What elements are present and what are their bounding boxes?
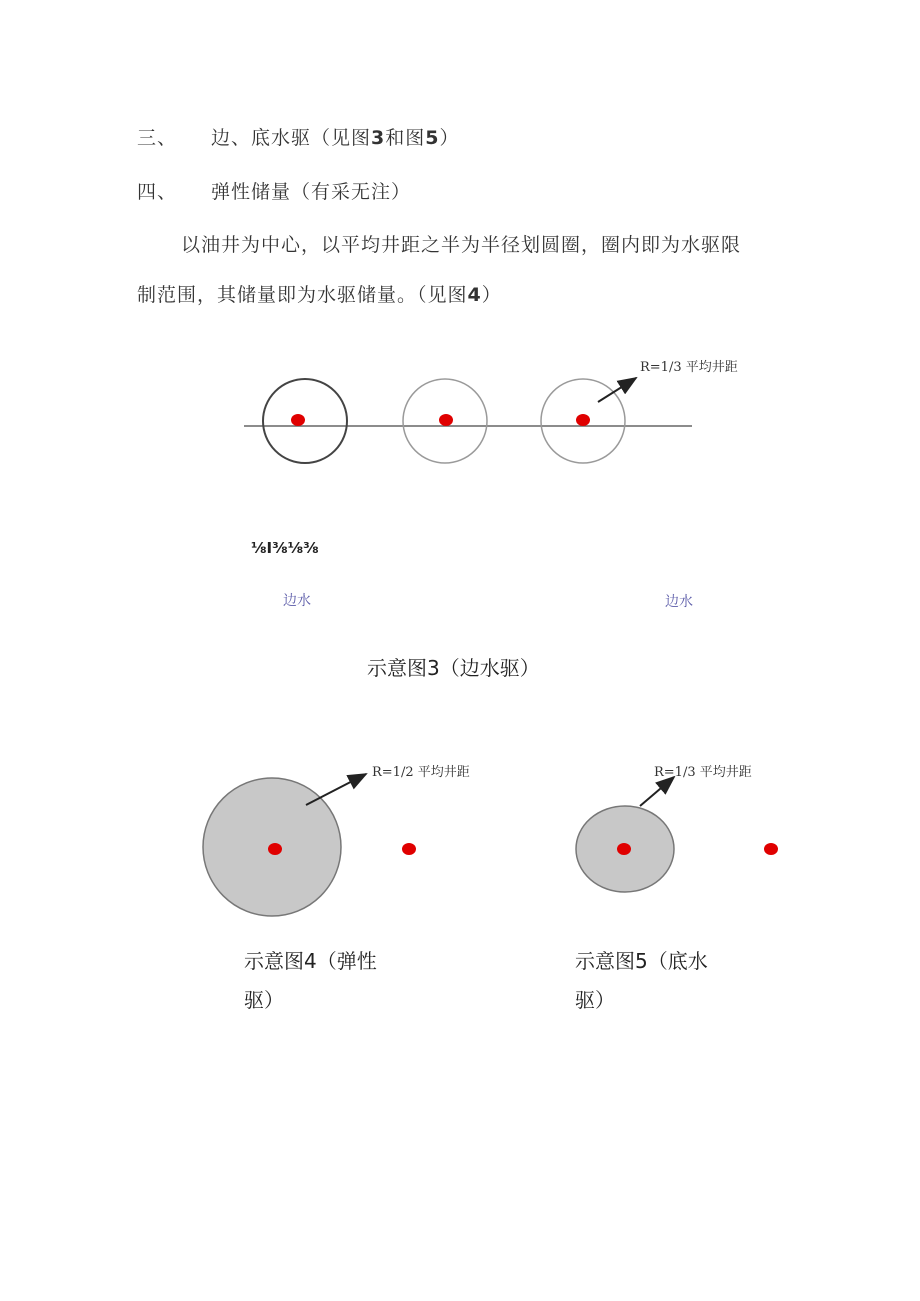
figure5-well-dot-1 [617,843,631,855]
figure4-diagram [203,764,470,916]
paragraph-line-1: 以油井为中心，以平均井距之半为半径划圆圈，圈内即为水驱限 [181,234,742,256]
figure3-diagram [244,359,738,463]
figure3-radius-arrow [598,378,636,402]
figure3-caption: 示意图3（边水驱） [367,656,540,680]
figure3-label-left: 边水 [283,593,311,609]
section-three-text-c: ） [439,127,460,149]
figure5-well-dot-2 [764,843,778,855]
paragraph-line-2-fig: 4 [467,284,482,306]
figure4-caption-line-1: 示意图4（弹性 [244,949,377,973]
paragraph-line-2-end: ） [481,284,502,306]
figure5-annotation: R=1/3 平均井距 [654,765,752,780]
figure4-annotation: R=1/2 平均井距 [372,765,470,780]
figure3-well-dot-3 [576,414,590,426]
figure4-radius-arrow [306,774,366,805]
figure4-well-dot-1 [268,843,282,855]
section-four-text: 弹性储量（有采无注） [211,181,412,203]
figure3-well-dot-2 [439,414,453,426]
figure3-well-dot-1 [291,414,305,426]
figure3-garbled-text: ⅛Ι⅜⅛⅜ [251,539,319,557]
figure3-annotation: R=1/3 平均井距 [640,360,738,375]
figure4-caption-line-2: 驱） [244,988,284,1012]
section-three-text-a: 边、底水驱（见图 [211,127,372,149]
section-three-text-b: 和图 [385,127,426,149]
section-three-fig-b: 5 [425,127,440,149]
section-three-fig-a: 3 [371,127,386,149]
figure5-caption-line-1: 示意图5（底水 [575,949,708,973]
figure5-caption-line-2: 驱） [575,988,615,1012]
figure5-diagram [576,764,778,892]
paragraph-line-2-text: 制范围，其储量即为水驱储量。（见图 [137,284,468,306]
section-four-number: 四、 [137,181,178,203]
figure4-well-dot-2 [402,843,416,855]
figure3-circle-1 [263,379,347,463]
figure3-label-right: 边水 [665,594,693,610]
figure5-radius-arrow [640,777,674,806]
section-three-number: 三、 [137,127,178,149]
